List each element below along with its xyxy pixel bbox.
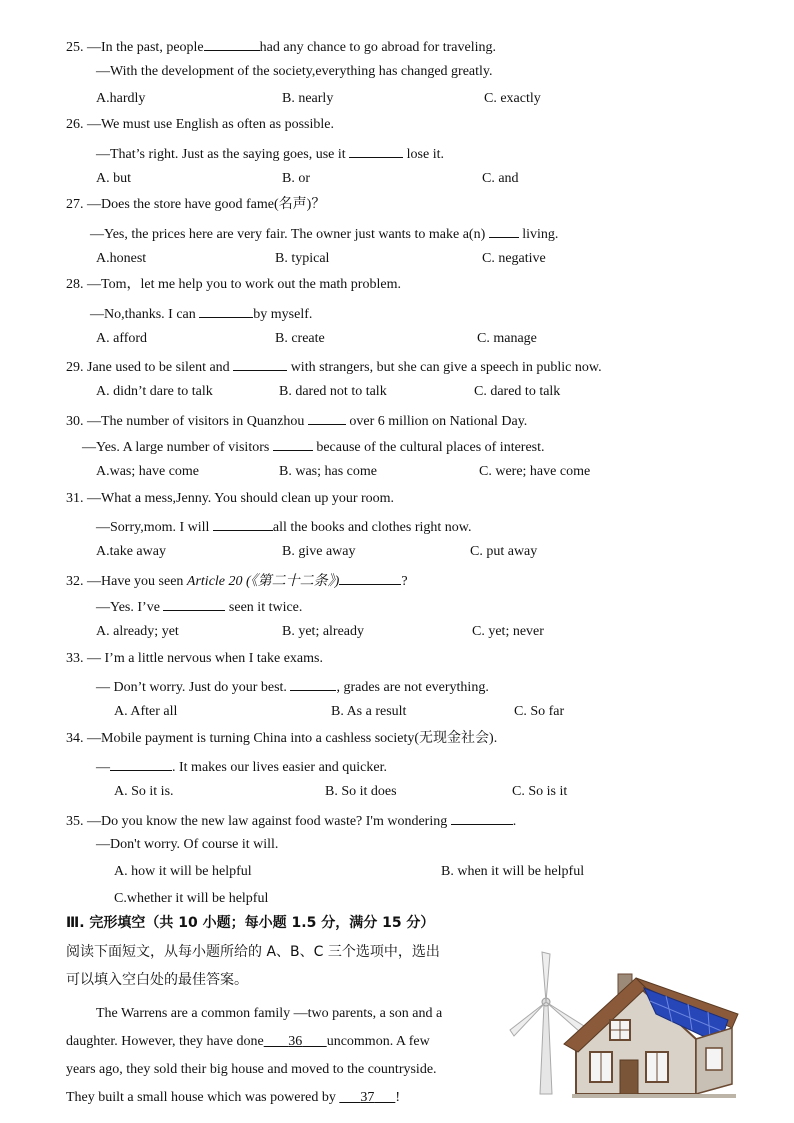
option-b[interactable]: B. give away <box>282 544 356 559</box>
wind-turbine-icon <box>510 952 584 1094</box>
option-a[interactable]: A.take away <box>96 544 166 559</box>
answer-blank[interactable] <box>204 36 260 51</box>
question-27: 27. —Does the store have good fame(名声)？ <box>66 197 326 212</box>
option-b[interactable]: B. So it does <box>325 784 397 799</box>
option-c[interactable]: C. So far <box>514 704 565 719</box>
question-31: 31. —What a mess,Jenny. You should clean up your room. <box>66 491 395 506</box>
option-c[interactable]: C. and <box>482 171 519 186</box>
question-26: 26. —We must use English as often as possible. <box>66 117 334 132</box>
answer-blank[interactable] <box>290 676 336 691</box>
option-b[interactable]: B. when it will be helpful <box>441 864 585 879</box>
answer-blank[interactable] <box>163 596 225 611</box>
section-instructions: 阅读下面短文，从每小题所给的 A、B、C 三个选项中，选出 <box>66 944 440 960</box>
question-number: 28. <box>66 277 84 292</box>
answer-blank[interactable] <box>110 756 172 771</box>
response-line: — . It makes our lives easier and quicker. <box>96 756 387 777</box>
question-number: 30. <box>66 414 84 429</box>
answer-blank[interactable] <box>308 410 346 425</box>
answer-blank[interactable] <box>349 143 403 158</box>
option-c[interactable]: C. yet; never <box>472 624 544 639</box>
section-instructions-cont: 可以填入空白处的最佳答案。 <box>66 972 248 988</box>
question-34: 34. —Mobile payment is turning China into a cashless society(无现金社会). <box>66 731 498 746</box>
article-title: Article 20 (《第二十二条》) <box>186 574 340 589</box>
question-number: 35. <box>66 814 84 829</box>
question-number: 33. <box>66 651 84 666</box>
option-c[interactable]: C. So is it <box>512 784 568 799</box>
option-a[interactable]: A. After all <box>114 704 178 719</box>
question-32: 32. —Have you seen Article 20 (《第二十二条》) ? <box>66 570 408 591</box>
option-a[interactable]: A. So it is. <box>114 784 174 799</box>
response-line: —That’s right. Just as the saying goes, use it lose it. <box>96 143 444 164</box>
response-line: —With the development of the society,everything has changed greatly. <box>96 64 493 79</box>
section-title: Ⅲ. 完形填空（共 10 小题；每小题 1.5 分，满分 15 分） <box>66 915 435 931</box>
question-33: 33. — I’m a little nervous when I take exams. <box>66 651 323 666</box>
question-number: 34. <box>66 731 84 746</box>
answer-blank[interactable] <box>199 303 253 318</box>
response-line: —Yes, the prices here are very fair. The owner just wants to make a(n) living. <box>90 223 558 244</box>
option-a[interactable]: A.was; have come <box>96 464 200 479</box>
response-line: —Don't worry. Of course it will. <box>96 837 279 852</box>
answer-blank[interactable] <box>213 516 273 531</box>
question-number: 25. <box>66 40 84 55</box>
option-a[interactable]: A.hardly <box>96 91 146 106</box>
response-line: — Don’t worry. Just do your best. , grades are not everything. <box>96 676 489 697</box>
option-c[interactable]: C.whether it will be helpful <box>114 891 269 906</box>
option-b[interactable]: B. or <box>282 171 310 186</box>
option-a[interactable]: A. but <box>96 171 131 186</box>
option-a[interactable]: A.honest <box>96 251 147 266</box>
answer-blank[interactable] <box>233 356 287 371</box>
response-line: —Yes. A large number of visitors because of the cultural places of interest. <box>82 436 545 457</box>
option-b[interactable]: B. create <box>275 331 325 346</box>
response-line: —No,thanks. I can by myself. <box>90 303 312 324</box>
passage-line: The Warrens are a common family —two parents, a son and a <box>96 1006 443 1021</box>
answer-blank[interactable] <box>339 570 401 585</box>
option-c[interactable]: C. negative <box>482 251 546 266</box>
response-line: —Sorry,mom. I will all the books and clothes right now. <box>96 516 471 537</box>
question-number: 27. <box>66 197 84 212</box>
solar-house-illustration <box>506 944 746 1104</box>
answer-blank[interactable] <box>451 810 513 825</box>
question-30: 30. —The number of visitors in Quanzhou over 6 million on National Day. <box>66 410 527 431</box>
option-a[interactable]: A. didn’t dare to talk <box>96 384 213 399</box>
question-number: 31. <box>66 491 84 506</box>
option-c[interactable]: C. were; have come <box>479 464 591 479</box>
option-a[interactable]: A. how it will be helpful <box>114 864 252 879</box>
question-number: 26. <box>66 117 84 132</box>
option-b[interactable]: B. typical <box>275 251 330 266</box>
blank-37[interactable]: 37 <box>360 1090 375 1105</box>
option-b[interactable]: B. yet; already <box>282 624 365 639</box>
option-c[interactable]: C. dared to talk <box>474 384 561 399</box>
passage-line: years ago, they sold their big house and moved to the countryside. <box>66 1062 437 1077</box>
house-icon <box>564 974 738 1098</box>
option-a[interactable]: A. afford <box>96 331 148 346</box>
option-c[interactable]: C. exactly <box>484 91 541 106</box>
option-b[interactable]: B. was; has come <box>279 464 377 479</box>
option-b[interactable]: B. As a result <box>331 704 407 719</box>
option-c[interactable]: C. put away <box>470 544 538 559</box>
blank-36[interactable]: 36 <box>288 1034 303 1049</box>
question-28: 28. —Tom，let me help you to work out the math problem. <box>66 277 401 292</box>
question-number: 32. <box>66 574 84 589</box>
passage-line: They built a small house which was powered by 37 ! <box>66 1090 400 1105</box>
option-b[interactable]: B. dared not to talk <box>279 384 387 399</box>
option-b[interactable]: B. nearly <box>282 91 334 106</box>
question-number: 29. <box>66 360 84 375</box>
question-29: 29. Jane used to be silent and with strangers, but she can give a speech in public now. <box>66 356 602 377</box>
response-line: —Yes. I’ve seen it twice. <box>96 596 302 617</box>
answer-blank[interactable] <box>489 223 519 238</box>
question-25: 25. —In the past, people had any chance to go abroad for traveling. <box>66 36 496 57</box>
option-a[interactable]: A. already; yet <box>96 624 179 639</box>
option-c[interactable]: C. manage <box>477 331 537 346</box>
passage-line: daughter. However, they have done 36 uncommon. A few <box>66 1034 430 1049</box>
answer-blank[interactable] <box>273 436 313 451</box>
question-35: 35. —Do you know the new law against food waste? I'm wondering . <box>66 810 516 831</box>
